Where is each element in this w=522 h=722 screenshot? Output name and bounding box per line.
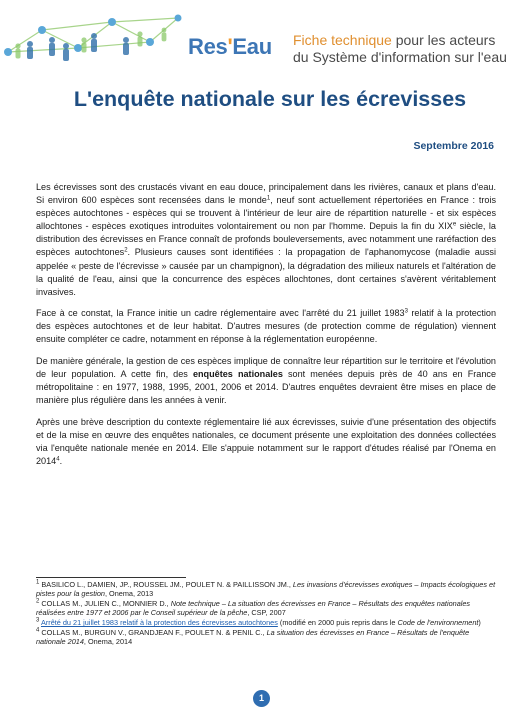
footnote-3-end: ): [478, 618, 481, 628]
footnote-3-number: 3: [36, 617, 40, 624]
footnote-2: [36, 599, 496, 618]
footnote-2-rest: , CSP, 2007: [247, 608, 286, 618]
paragraph-intro: [36, 181, 496, 299]
paragraph-surveys: [36, 355, 496, 407]
p4-text-b: .: [59, 455, 63, 466]
footnote-4-number: 4: [36, 627, 40, 634]
tagline-highlight: Fiche technique: [293, 32, 392, 48]
footnote-1-rest: , Onema, 2013: [104, 589, 154, 599]
p2-text-a: Face à ce constat, la France initie un cadre réglementaire avec l'arrêté du 21 juillet 1983: [36, 308, 405, 319]
p1-text-d: . Plusieurs causes sont identifiées : la propagation de l'aphanomycose (maladie aussi appelée « peste de l'écrevisse » causée par un champignon), la dégradation des milieux naturels et l'altération de la qualité de l'eau, ainsi que la concurrence des espèces allochtones, dont certaines s'avèrent véritablement invasives.: [36, 247, 496, 297]
brand-part-2: Eau: [232, 34, 272, 59]
footnote-ref-1[interactable]: 1: [266, 195, 271, 202]
document-date: Septembre 2016: [413, 140, 494, 152]
footnote-separator: [36, 577, 186, 578]
footnotes: [36, 580, 496, 647]
brand-logo: [188, 34, 272, 60]
brand-part-1: Res: [188, 34, 228, 59]
p1-text-a: Les écrevisses sont des crustacés vivant en eau douce, principalement dans les rivières, canaux et plans d'eau. Si environ 600 espèces sont recensées dans le monde: [36, 182, 496, 206]
p4-text-a: Après une brève description du contexte réglementaire lié aux écrevisses, suivie d'une présentation des objectifs et de la mise en œuvre des enquêtes nationales, ce document présente une exploitation des données collectées via l'enquête nationale menée en 2014. Elle s'appuie notamment sur le rapport d'études réalisé par l'Onema en 2014: [36, 416, 496, 466]
footnote-1-authors: BASILICO L., DAMIEN, JP., ROUSSEL JM., POULET N. & PAILLISSON JM.,: [39, 580, 293, 589]
p3-bold: enquêtes nationales: [192, 369, 283, 379]
header-tagline: [293, 32, 515, 65]
footnote-ref-3[interactable]: 3: [404, 308, 408, 315]
network-figures-icon: [0, 0, 185, 85]
footnote-2-authors: COLLAS M., JULIEN C., MONNIER D.,: [39, 599, 171, 609]
footnote-4-authors: COLLAS M., BURGUN V., GRANDJEAN F., POULET N. & PENIL C.,: [39, 627, 267, 637]
p2-text-b: relatif à la protection des espèces autochtones et de leur habitat. D'autres mesures (de protection comme de régulation) viennent ensuite compléter ce cadre, notamment en réponse à la réglementation européenne.: [36, 308, 496, 345]
footnote-1-number: 1: [36, 579, 40, 586]
footnote-2-number: 2: [36, 598, 40, 605]
footnote-4-title: La situation des écrevisses en France – Résultats de l'enquête nationale 2014: [36, 627, 470, 647]
footnote-1-title: Les invasions d'écrevisses exotiques – Impacts écologiques et pistes pour la gestion: [36, 580, 496, 599]
p1-text-c: siècle, la distribution des écrevisses en France connaît de profonds bouleversements, avec notamment une raréfaction des espèces autochtones: [36, 221, 496, 258]
footnote-3: [36, 618, 496, 627]
footnote-3-italic: Code de l'environnement: [397, 618, 479, 628]
footnote-1: [36, 580, 496, 599]
page-header: [0, 0, 522, 85]
footnote-ref-4[interactable]: 4: [56, 456, 60, 463]
p3-text-b: sont menées depuis près de 40 ans en France métropolitaine : en 1977, 1988, 1995, 2001, 2006 et 2014. D'autres enquêtes devraient être mises en place de manière plus régulière dans les années à venir.: [36, 369, 497, 406]
footnote-3-link[interactable]: Arrêté du 21 juillet 1983 relatif à la protection des écrevisses autochtones: [40, 618, 278, 628]
p1-text-b: , neuf sont actuellement répertoriées en France : trois espèces autochtones - espèces qui se trouvent à l'intérieur de leur aire de répartition naturelle - et six espèces allochtones - espèces exotiques introduites volontairement ou non par l'homme. Depuis la fin du XIX: [36, 195, 496, 232]
tagline-line-2: du Système d'information sur l'eau: [293, 48, 507, 65]
brand-apostrophe: ': [227, 34, 233, 59]
document-body: [36, 181, 496, 476]
tagline-line-1-suffix: pour les acteurs: [391, 32, 496, 48]
footnote-4: [36, 628, 496, 647]
footnote-3-rest: (modifié en 2000 puis repris dans le: [277, 618, 398, 628]
p3-text-a: De manière générale, la gestion de ces espèces implique de connaître leur répartition sur le territoire et l'évolution de leur population. A cette fin, des: [36, 355, 496, 379]
paragraph-regulation: [36, 307, 496, 346]
century-superscript: e: [452, 221, 457, 228]
footnote-ref-2[interactable]: 2: [124, 247, 128, 254]
footnote-2-title: Note technique – La situation des écrevisses en France – Résultats des enquêtes nationales réalisées entre 1977 et 2006 par le Conseil supérieur de la pêche: [36, 599, 471, 618]
document-title: L'enquête nationale sur les écrevisses: [73, 87, 467, 111]
page-number-badge: 1: [253, 690, 270, 707]
footnote-4-rest: , Onema, 2014: [83, 637, 133, 647]
paragraph-document-scope: [36, 416, 496, 468]
